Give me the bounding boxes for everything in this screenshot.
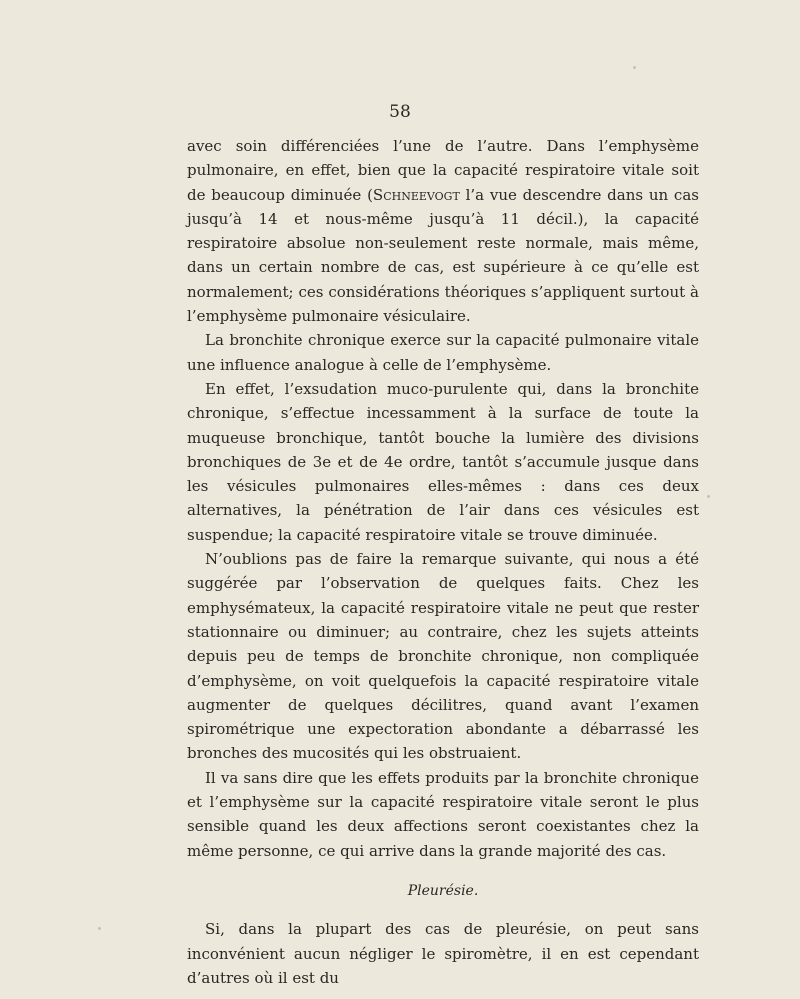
author-name-smallcaps: Schneevogt (372, 185, 460, 204)
paper-speck (633, 66, 636, 69)
paragraph-1 (187, 134, 699, 328)
paragraph-1-part-1: avec soin différenciées l’une de l’autre. Dans l’emphysème pulmonaire, en effet, bien que la capacité respiratoire vitale soit de beaucoup diminuée ( (187, 137, 699, 204)
paragraph-6: Si, dans la plupart des cas de pleurésie, on peut sans inconvénient aucun négliger le spiromètre, il en est cependant d’autres où il est du (187, 920, 699, 987)
paper-speck (98, 927, 101, 930)
page-number: 58 (389, 102, 411, 122)
paragraph-4: N’oublions pas de faire la remarque suivante, qui nous a été suggérée par l’observation de quelques faits. Chez les emphysémateux, la capacité respiratoire vitale ne peut que rester stationnaire ou diminuer; au contraire, chez les sujets atteints depuis peu de temps de bronchite chronique, non compliquée d’emphysème, on voit quelquefois la capacité respiratoire vitale augmenter de quelques décilitres, quand avant l’examen spirométrique une expectoration abondante a débarrassé les bronches des mucosités qui les obstruaient. (187, 550, 699, 763)
paragraph-5: Il va sans dire que les effets produits par la bronchite chronique et l’emphysème sur la capacité respiratoire vitale seront le plus sensible quand les deux affections seront coexistantes chez la même personne, ce qui arrive dans la grande majorité des cas. (187, 768, 699, 860)
body-text (187, 134, 699, 990)
paragraph-2: La bronchite chronique exerce sur la capacité pulmonaire vitale une influence analogue à celle de l’emphysème. (187, 331, 699, 374)
paper-speck (707, 495, 710, 498)
paragraph-3: En effet, l’exsudation muco-purulente qui, dans la bronchite chronique, s’effectue incessamment à la surface de toute la muqueuse bronchique, tantôt bouche la lumière des divisions bronchiques de 3e et de 4e ordre, tantôt s’accumule jusque dans les vésicules pulmonaires elles-mêmes : dans ces deux alternatives, la pénétration de l’air dans ces vésicules est suspendue; la capacité respiratoire vitale se trouve diminuée. (187, 379, 699, 544)
section-heading: Pleurésie. (407, 882, 479, 899)
paragraph-1-part-2: l’a vue descendre dans un cas jusqu’à 14 et nous-même jusqu’à 11 décil.), la capacité respiratoire absolue non-seulement reste normale, mais même, dans un certain nombre de cas, est supérieure à ce qu’elle est normalement; ces considérations théoriques s’appliquent surtout à l’emphysème pulmonaire vésiculaire. (187, 185, 699, 326)
